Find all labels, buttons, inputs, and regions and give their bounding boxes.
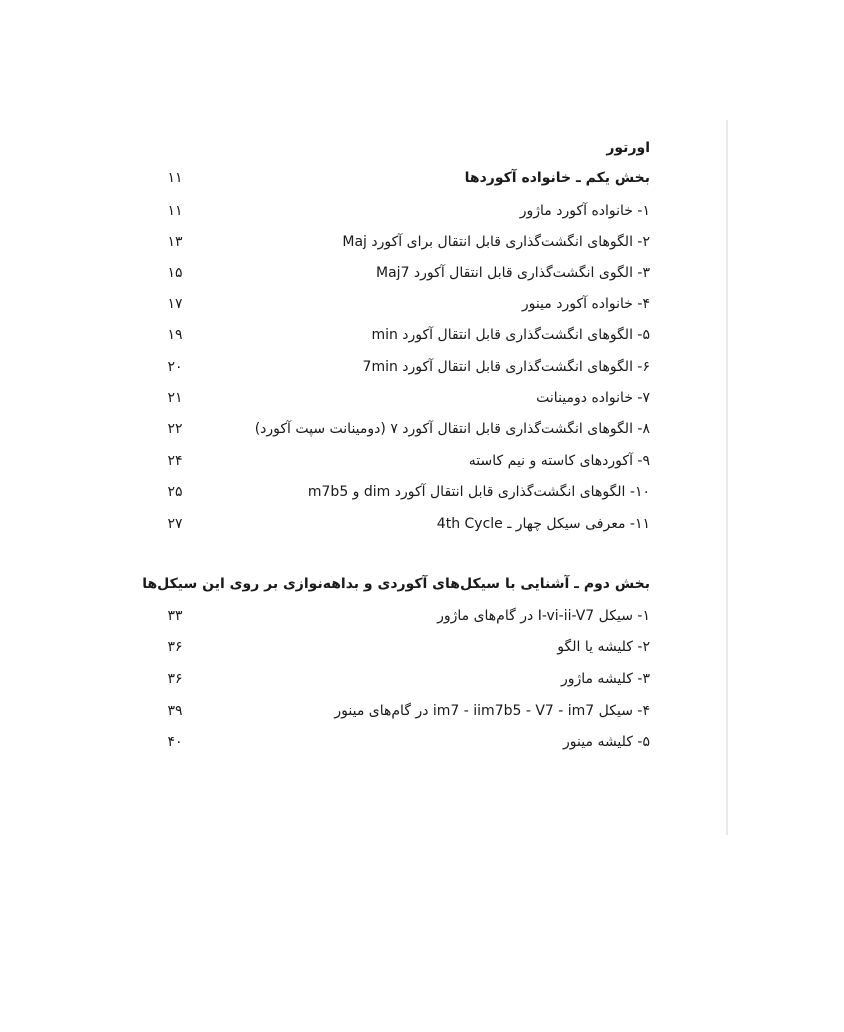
toc-entry-title: ۳- کلیشه ماژور	[560, 671, 650, 687]
toc-entry	[160, 603, 650, 629]
toc-entry	[160, 634, 650, 660]
toc-entry-page: ۲۴	[167, 453, 183, 469]
toc-entry	[160, 260, 650, 286]
toc-entry-title: ۴- سیکل im7 - iim7b5 - V7 - im7 در گام‌های مینور	[334, 703, 650, 719]
toc-entry-title: ۳- الگوی انگشت‌گذاری قابل انتقال آکورد Maj7	[376, 265, 650, 281]
overture-heading	[160, 135, 650, 161]
toc-entry	[160, 479, 650, 505]
toc-entry-title: ۵- الگوهای انگشت‌گذاری قابل انتقال آکورد min	[371, 327, 650, 343]
toc-entry-title: ۱۱- معرفی سیکل چهار ـ 4th Cycle	[436, 516, 650, 532]
toc-entry-title: ۱۰- الگوهای انگشت‌گذاری قابل انتقال آکورد dim و m7b5	[307, 484, 650, 500]
toc-entry	[160, 416, 650, 442]
toc-entry	[160, 229, 650, 255]
toc-entry-page: ۳۶	[167, 639, 183, 655]
toc-entry-page: ۳۳	[167, 608, 183, 624]
toc-entry	[160, 666, 650, 692]
toc-entry-title: ۶- الگوهای انگشت‌گذاری قابل انتقال آکورد 7min	[362, 359, 650, 375]
toc-entry-title: ۱- خانواده آکورد ماژور	[519, 203, 650, 219]
toc-entry-page: ۳۹	[167, 703, 183, 719]
toc-entry-title: ۴- خانواده آکورد مینور	[521, 296, 650, 312]
toc-entry	[160, 511, 650, 537]
toc-entry-title: ۸- الگوهای انگشت‌گذاری قابل انتقال آکورد ۷ (دومینانت سپت آکورد)	[254, 421, 650, 437]
toc-entry-page: ۲۱	[167, 390, 183, 406]
toc-entry	[160, 729, 650, 755]
toc-entry-page: ۱۱	[167, 203, 183, 219]
section-one-page: ۱۱	[167, 170, 183, 186]
toc-entry-page: ۱۷	[167, 296, 183, 312]
toc-entry	[160, 354, 650, 380]
toc-entry	[160, 198, 650, 224]
toc-entry-page: ۲۰	[167, 359, 183, 375]
toc-entry-page: ۳۶	[167, 671, 183, 687]
toc-entry-page: ۲۲	[167, 421, 183, 437]
section-one-heading	[160, 165, 650, 191]
toc-entry-page: ۲۷	[167, 516, 183, 532]
section-two-title: بخش دوم ـ آشنایی با سیکل‌های آکوردی و بداهه‌نوازی بر روی این سیکل‌ها	[142, 576, 650, 592]
toc-entry	[160, 291, 650, 317]
toc-entry	[160, 385, 650, 411]
toc-entry-title: ۹- آکوردهای کاسته و نیم کاسته	[468, 453, 650, 469]
toc-entry-title: ۵- کلیشه مینور	[563, 734, 650, 750]
toc-entry-title: ۱- سیکل I-vi-ii-V7 در گام‌های ماژور	[437, 608, 650, 624]
toc-entry-page: ۲۵	[167, 484, 183, 500]
toc-entry-title: ۷- خانواده دومینانت	[536, 390, 650, 406]
toc-entry	[160, 322, 650, 348]
toc-entry-page: ۱۳	[167, 234, 183, 250]
toc-entry	[160, 698, 650, 724]
toc-entry	[160, 448, 650, 474]
toc-entry-title: ۲- کلیشه یا الگو	[557, 639, 650, 655]
toc-entry-page: ۴۰	[167, 734, 183, 750]
toc-entry-page: ۱۵	[167, 265, 183, 281]
overture-title: اورتور	[606, 140, 650, 156]
toc-entry-title: ۲- الگوهای انگشت‌گذاری قابل انتقال برای آکورد Maj	[342, 234, 650, 250]
section-one-title: بخش یکم ـ خانواده آکوردها	[464, 170, 650, 186]
toc-entry-page: ۱۹	[167, 327, 183, 343]
section-two-heading	[142, 571, 650, 597]
